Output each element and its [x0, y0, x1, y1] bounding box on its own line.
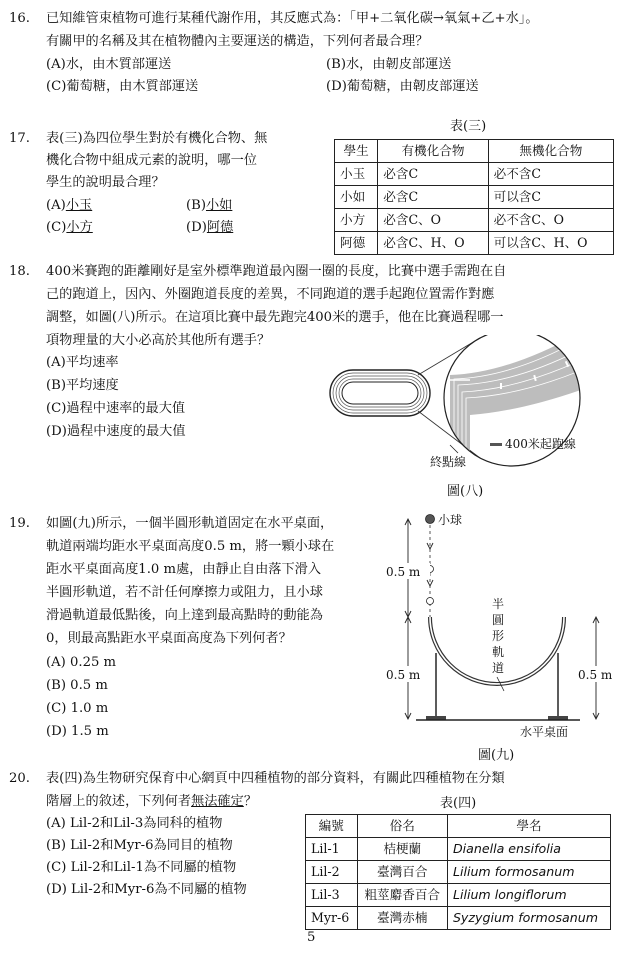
- table-cell: 小方: [335, 209, 378, 232]
- table-cell: Lil-2: [306, 861, 358, 884]
- height-label-lower: 0.5 m: [386, 668, 421, 682]
- table-cell: 必不含C、O: [488, 209, 613, 232]
- table-header-cell: 學生: [335, 140, 378, 163]
- track-infield: [342, 382, 418, 404]
- q17-option-d-name: 阿德: [206, 220, 234, 235]
- q17-stem-line1: 表(三)為四位學生對於有機化合物、無: [46, 131, 268, 146]
- table-cell: 臺灣百合: [357, 861, 447, 884]
- q18-option-b: (B)平均速度: [46, 378, 119, 393]
- q18-option-c: (C)過程中速率的最大值: [46, 401, 186, 416]
- q17-option-a: (A)小玉: [46, 198, 93, 213]
- q16-number: 16.: [9, 11, 30, 26]
- table-cell: 小如: [335, 186, 378, 209]
- height-label-right: 0.5 m: [578, 668, 613, 682]
- table-header-cell: 編號: [306, 815, 358, 838]
- magnifier-link-line: [418, 411, 480, 458]
- figure8-caption: 圖(八): [447, 484, 484, 499]
- table-cell: 必不含C: [488, 163, 613, 186]
- q19-option-c: (C) 1.0 m: [46, 701, 109, 716]
- q16-stem-line2: 有關甲的名稱及其在植物體內主要運送的構造，下列何者最合理？: [46, 34, 429, 49]
- q18-number: 18.: [9, 264, 30, 279]
- table3: [334, 139, 614, 255]
- q17-option-c: (C)小方: [46, 220, 93, 235]
- table-row: [306, 838, 611, 861]
- table-cell: Dianella ensifolia: [447, 838, 610, 861]
- figure9-track-diagram: [380, 505, 625, 745]
- table-cell: 必含C: [378, 163, 488, 186]
- table-cell: Lilium longiflorum: [447, 884, 610, 907]
- ball-label: 小球: [438, 513, 463, 527]
- q16-option-a: (A)水，由木質部運送: [46, 57, 172, 72]
- q19-stem-line5: 滑過軌道最低點後，向上達到最高點時的動能為: [46, 608, 323, 623]
- q18-option-d: (D)過程中速度的最大值: [46, 424, 186, 439]
- table-header-cell: 無機化合物: [488, 140, 613, 163]
- table-cell: 必含C: [378, 186, 488, 209]
- q20-stem-line1: 表(四)為生物研究保育中心網頁中四種植物的部分資料，有關此四種植物在分類: [46, 771, 505, 786]
- q17-number: 17.: [9, 131, 30, 146]
- page-number: 5: [307, 930, 316, 945]
- table-row: [306, 907, 611, 930]
- table-row: [335, 232, 614, 255]
- table-header-cell: 學名: [447, 815, 610, 838]
- table-cell: 可以含C: [488, 186, 613, 209]
- table-cell: Syzygium formosanum: [447, 907, 610, 930]
- q19-stem-line3: 距水平桌面高度1.0 m處，由靜止自由落下滑入: [46, 562, 322, 577]
- q17-option-a-name: 小玉: [65, 198, 93, 213]
- figure8-track-diagram: [320, 335, 620, 475]
- table-header-cell: 有機化合物: [378, 140, 488, 163]
- track-label-char: 圓: [492, 613, 505, 627]
- table-cell: 可以含C、H、O: [488, 232, 613, 255]
- q17-option-b: (B)小如: [186, 198, 233, 213]
- q18-stem-line3: 調整，如圖(八)所示。在這項比賽中最先跑完400米的選手，他在比賽過程哪一: [46, 310, 504, 325]
- track-label-char: 軌: [492, 645, 505, 659]
- q19-stem-line6: 0，則最高點距水平桌面高度為下列何者？: [46, 631, 292, 646]
- q19-option-d: (D) 1.5 m: [46, 724, 109, 739]
- table-header-cell: 俗名: [357, 815, 447, 838]
- table-cell: 必含C、O: [378, 209, 488, 232]
- q19-option-a: (A) 0.25 m: [46, 655, 117, 670]
- finish-line-label: 終點線: [430, 455, 467, 469]
- table4-caption: 表(四): [440, 796, 477, 811]
- q20-emphasis: 無法確定: [191, 794, 244, 809]
- q17-option-b-name: 小如: [205, 198, 233, 213]
- q17-option-c-name: 小方: [66, 220, 93, 235]
- height-label-upper: 0.5 m: [386, 565, 421, 579]
- q19-stem-line2: 軌道兩端均距水平桌面高度0.5 m，將一顆小球在: [46, 539, 335, 554]
- table-cell: Myr-6: [306, 907, 358, 930]
- q20-option-a: (A) Lil-2和Lil-3為同科的植物: [46, 816, 223, 831]
- table-row: [335, 163, 614, 186]
- table-row: [335, 140, 614, 163]
- q18-stem-line2: 己的跑道上，因內、外圈跑道長度的差異，不同跑道的選手起跑位置需作對應: [46, 287, 495, 302]
- ball-icon: [426, 515, 435, 524]
- finish-label-pointer: [450, 445, 458, 453]
- q20-stem-line2: 階層上的敘述，下列何者無法確定？: [46, 794, 257, 809]
- ball-position-marker: [427, 598, 434, 605]
- q19-number: 19.: [9, 516, 30, 531]
- table-cell: Lil-1: [306, 838, 358, 861]
- q18-stem-line4: 項物理量的大小必高於其他所有選手？: [46, 333, 271, 348]
- table-row: [306, 884, 611, 907]
- table-cell: 必含C、H、O: [378, 232, 488, 255]
- q20-number: 20.: [9, 771, 30, 786]
- figure9-caption: 圖(九): [478, 748, 515, 763]
- table-cell: 粗莖麝香百合: [357, 884, 447, 907]
- table-cell: 臺灣赤楠: [357, 907, 447, 930]
- table-cell: Lil-3: [306, 884, 358, 907]
- start-label-swatch: [490, 443, 502, 446]
- start-line-label: 400米起跑線: [505, 437, 576, 451]
- q20-option-b: (B) Lil-2和Myr-6為同目的植物: [46, 838, 233, 853]
- track-label-char: 形: [492, 629, 505, 643]
- table-label: 水平桌面: [520, 725, 569, 739]
- q16-stem-line1: 已知維管束植物可進行某種代謝作用，其反應式為：「甲+二氧化碳→氧氣+乙+水」。: [46, 11, 539, 26]
- table-cell: 桔梗蘭: [357, 838, 447, 861]
- q20-option-d: (D) Lil-2和Myr-6為不同屬的植物: [46, 882, 247, 897]
- q19-stem-line1: 如圖(九)所示，一個半圓形軌道固定在水平桌面，: [46, 516, 334, 531]
- q19-stem-line4: 半圓形軌道，若不計任何摩擦力或阻力，且小球: [46, 585, 323, 600]
- q16-option-d: (D)葡萄糖，由韌皮部運送: [326, 79, 479, 94]
- q16-option-c: (C)葡萄糖，由木質部運送: [46, 79, 199, 94]
- table4: [305, 814, 611, 930]
- q16-option-b: (B)水，由韌皮部運送: [326, 57, 452, 72]
- track-label-char: 半: [492, 597, 505, 611]
- table-row: [306, 815, 611, 838]
- table-row: [335, 186, 614, 209]
- q19-option-b: (B) 0.5 m: [46, 678, 108, 693]
- table-cell: 小玉: [335, 163, 378, 186]
- start-mark: [500, 383, 502, 389]
- track-label-char: 道: [492, 661, 505, 675]
- table-cell: Lilium formosanum: [447, 861, 610, 884]
- q17-stem-line2: 機化合物中組成元素的說明，哪一位: [46, 153, 257, 168]
- table-row: [306, 861, 611, 884]
- q17-stem-line3: 學生的說明最合理？: [46, 175, 165, 190]
- table-cell: 阿德: [335, 232, 378, 255]
- q20-option-c: (C) Lil-2和Lil-1為不同屬的植物: [46, 860, 237, 875]
- q18-stem-line1: 400米賽跑的距離剛好是室外標準跑道最內圈一圈的長度，比賽中選手需跑在自: [46, 264, 507, 279]
- table3-caption: 表(三): [450, 119, 487, 134]
- q17-option-d: (D)阿德: [186, 220, 234, 235]
- q18-option-a: (A)平均速率: [46, 355, 119, 370]
- table-row: [335, 209, 614, 232]
